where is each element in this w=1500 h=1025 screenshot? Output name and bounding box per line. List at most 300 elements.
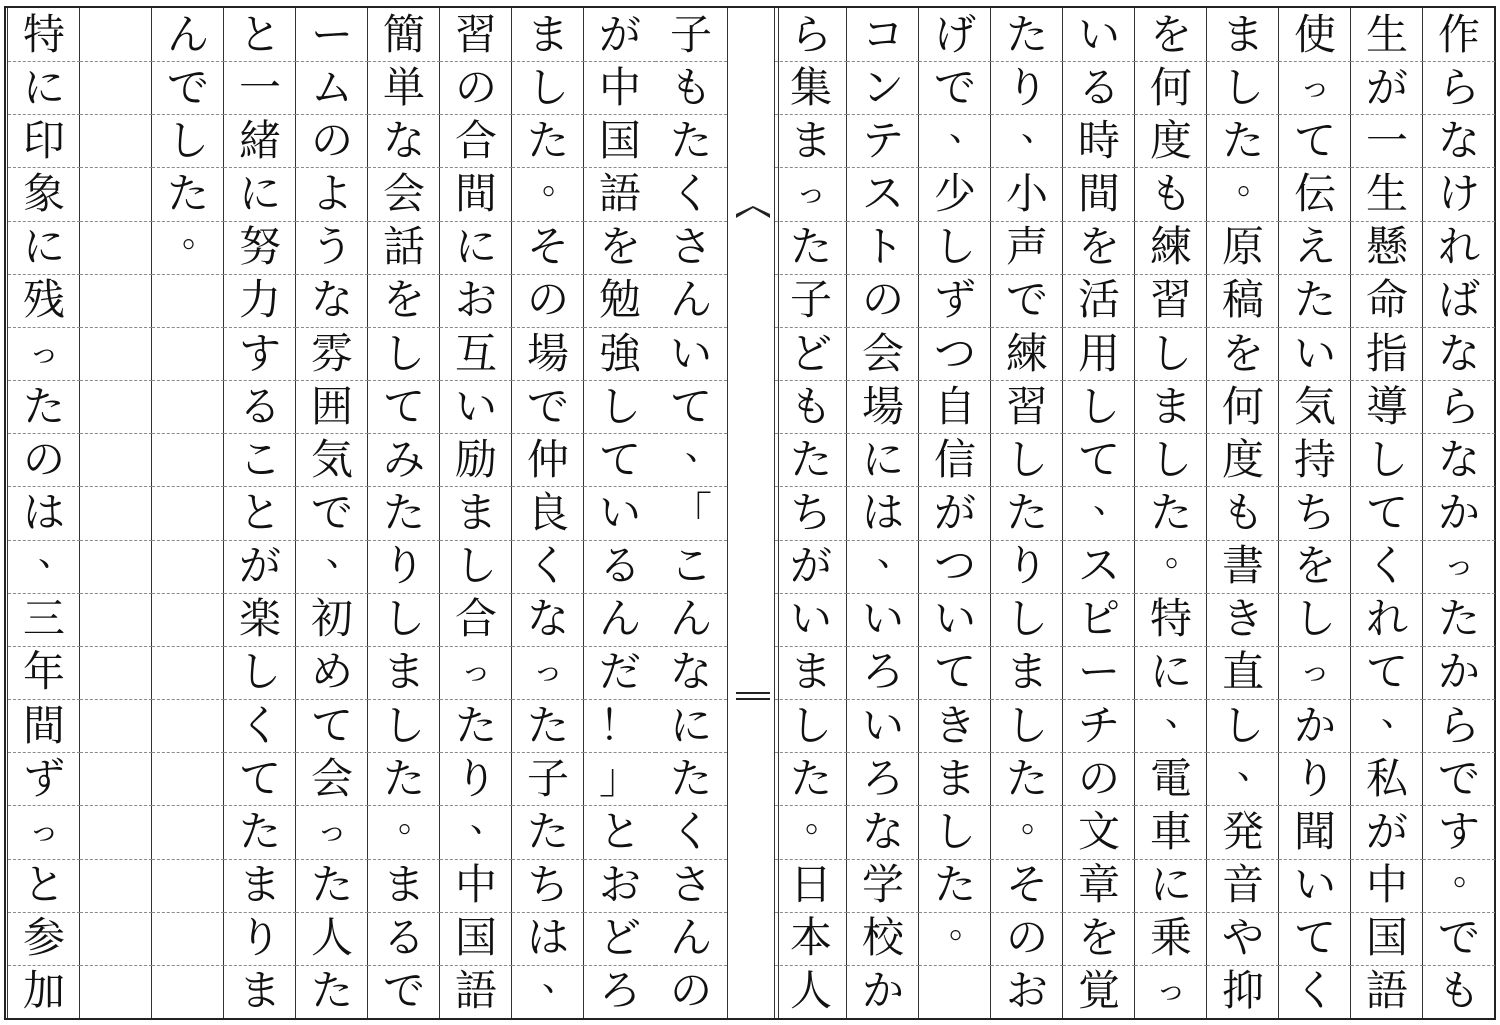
manuscript-cell: [512, 161, 584, 220]
manuscript-char: 生: [1365, 169, 1408, 219]
manuscript-char: で: [1005, 275, 1048, 325]
manuscript-char: ン: [861, 62, 904, 112]
manuscript-char: 度: [1149, 115, 1192, 165]
manuscript-cell: [1423, 433, 1495, 486]
manuscript-char: ず: [933, 275, 976, 325]
manuscript-cell: [1351, 8, 1423, 61]
manuscript-cell: [152, 8, 224, 61]
manuscript-cell: [512, 805, 584, 858]
manuscript-cell: [1135, 646, 1207, 699]
manuscript-char: た: [933, 860, 976, 910]
manuscript-cell: [224, 699, 296, 752]
manuscript-char: っ: [461, 654, 491, 690]
manuscript-char: り: [1005, 541, 1048, 591]
manuscript-char: 持: [1293, 434, 1336, 484]
manuscript-char: を: [598, 222, 641, 272]
manuscript-cell: [296, 8, 368, 61]
manuscript-cell: [296, 380, 368, 433]
manuscript-cell: [224, 646, 296, 699]
manuscript-char: よ: [310, 169, 353, 219]
manuscript-char: い: [933, 594, 976, 644]
manuscript-char: は: [526, 913, 569, 963]
manuscript-cell: [991, 433, 1063, 486]
manuscript-char: 抑: [1221, 966, 1264, 1016]
manuscript-char: ら: [789, 9, 832, 59]
manuscript-char: っ: [1156, 973, 1186, 1009]
manuscript-cell: [368, 798, 440, 858]
manuscript-cell: [1351, 859, 1423, 912]
manuscript-cell: [655, 61, 727, 114]
manuscript-char: る: [1077, 62, 1120, 112]
manuscript-cell: [1279, 912, 1351, 965]
manuscript-cell: [919, 486, 991, 539]
manuscript-char: て: [382, 381, 425, 431]
manuscript-char: さ: [669, 222, 712, 272]
manuscript-char: 電: [1149, 753, 1192, 803]
manuscript-char: え: [1293, 222, 1336, 272]
manuscript-char: ま: [238, 966, 281, 1016]
manuscript-cell: [584, 274, 656, 327]
left-page-column-6: [295, 8, 367, 1018]
manuscript-cell: [584, 699, 656, 752]
manuscript-char: つ: [933, 328, 976, 378]
manuscript-char: た: [1005, 487, 1048, 537]
manuscript-char: ま: [526, 9, 569, 59]
manuscript-cell: [919, 593, 991, 646]
manuscript-cell: [584, 61, 656, 114]
manuscript-char: 練: [1149, 222, 1192, 272]
manuscript-char: こ: [669, 541, 712, 591]
manuscript-char: 子: [526, 753, 569, 803]
manuscript-cell: [1351, 486, 1423, 539]
manuscript-cell: [775, 798, 847, 858]
manuscript-cell: [1279, 965, 1351, 1018]
manuscript-cell: [296, 486, 368, 539]
manuscript-char: ま: [238, 860, 281, 910]
manuscript-cell: [991, 61, 1063, 114]
manuscript-cell: [512, 912, 584, 965]
manuscript-cell: [919, 905, 991, 965]
manuscript-char: 発: [1221, 806, 1264, 856]
manuscript-cell: [847, 327, 919, 380]
manuscript-cell: [1279, 221, 1351, 274]
center-double-line-mark: [736, 692, 770, 700]
manuscript-cell: [1279, 646, 1351, 699]
manuscript-cell: [1207, 221, 1279, 274]
manuscript-cell: [584, 486, 656, 539]
manuscript-char: し: [1149, 434, 1192, 484]
manuscript-char: で: [526, 381, 569, 431]
manuscript-char: ト: [861, 222, 904, 272]
manuscript-char: 。: [804, 798, 841, 840]
manuscript-char: た: [382, 753, 425, 803]
manuscript-char: と: [22, 860, 65, 910]
manuscript-cell: [847, 965, 919, 1018]
manuscript-char: 間: [1077, 169, 1120, 219]
manuscript-char: か: [1437, 487, 1480, 537]
manuscript-char: 、: [541, 958, 578, 1000]
manuscript-char: い: [861, 700, 904, 750]
manuscript-cell: [1351, 274, 1423, 327]
manuscript-char: 、: [948, 107, 985, 149]
manuscript-char: お: [1005, 966, 1048, 1016]
manuscript-cell: [584, 327, 656, 380]
manuscript-cell: [1279, 859, 1351, 912]
manuscript-cell: [991, 646, 1063, 699]
manuscript-char: 、: [1164, 692, 1201, 734]
manuscript-char: の: [861, 275, 904, 325]
manuscript-cell: [440, 699, 512, 752]
manuscript-cell: [8, 167, 80, 220]
manuscript-cell: [847, 8, 919, 61]
manuscript-cell: [1063, 479, 1135, 539]
manuscript-char: し: [1365, 434, 1408, 484]
manuscript-cell: [1135, 167, 1207, 220]
manuscript-cell: [1135, 486, 1207, 539]
manuscript-char: ま: [1149, 381, 1192, 431]
manuscript-cell: [8, 593, 80, 646]
manuscript-cell: [512, 540, 584, 593]
manuscript-char: 時: [1077, 115, 1120, 165]
manuscript-cell: [224, 965, 296, 1018]
manuscript-char: 日: [789, 860, 832, 910]
manuscript-char: 。: [397, 798, 434, 840]
manuscript-char: 学: [861, 860, 904, 910]
manuscript-cell: [152, 167, 224, 220]
manuscript-char: す: [238, 328, 281, 378]
manuscript-cell: [1423, 965, 1495, 1018]
manuscript-cell: [1423, 274, 1495, 327]
manuscript-cell: [847, 221, 919, 274]
manuscript-cell: [775, 274, 847, 327]
manuscript-char: き: [1221, 594, 1264, 644]
manuscript-char: が: [933, 487, 976, 537]
manuscript-char: 良: [526, 487, 569, 537]
manuscript-cell: [1423, 8, 1495, 61]
manuscript-char: 私: [1365, 753, 1408, 803]
manuscript-char: お: [598, 860, 641, 910]
manuscript-cell: [224, 593, 296, 646]
manuscript-char: し: [166, 115, 209, 165]
manuscript-cell: [1207, 8, 1279, 61]
manuscript-cell: [1207, 327, 1279, 380]
manuscript-cell: [1063, 114, 1135, 167]
manuscript-cell: [80, 433, 152, 486]
manuscript-char: な: [1437, 115, 1480, 165]
manuscript-cell: [152, 752, 224, 805]
manuscript-char: 活: [1077, 275, 1120, 325]
manuscript-cell: [296, 859, 368, 912]
manuscript-char: 覚: [1077, 966, 1120, 1016]
manuscript-char: 語: [1365, 966, 1408, 1016]
manuscript-cell: [1351, 61, 1423, 114]
manuscript-char: し: [1005, 594, 1048, 644]
manuscript-cell: [919, 61, 991, 114]
manuscript-char: 使: [1293, 9, 1336, 59]
manuscript-cell: [440, 221, 512, 274]
manuscript-cell: [1135, 114, 1207, 167]
manuscript-cell: [8, 433, 80, 486]
manuscript-cell: [296, 114, 368, 167]
fish-tail-mark-icon: [736, 206, 770, 218]
manuscript-char: 伝: [1293, 169, 1336, 219]
manuscript-cell: [80, 8, 152, 61]
manuscript-cell: [512, 8, 584, 61]
manuscript-char: 校: [861, 913, 904, 963]
manuscript-char: に: [1149, 860, 1192, 910]
manuscript-char: 命: [1365, 275, 1408, 325]
manuscript-char: し: [1077, 381, 1120, 431]
manuscript-cell: [1423, 805, 1495, 858]
manuscript-cell: [152, 912, 224, 965]
manuscript-char: つ: [933, 541, 976, 591]
manuscript-char: ま: [933, 753, 976, 803]
manuscript-char: 本: [789, 913, 832, 963]
manuscript-cell: [1351, 692, 1423, 752]
manuscript-cell: [584, 8, 656, 61]
manuscript-cell: [1135, 61, 1207, 114]
manuscript-cell: [368, 486, 440, 539]
manuscript-char: た: [526, 700, 569, 750]
manuscript-char: て: [598, 434, 641, 484]
manuscript-char: 、: [1380, 692, 1417, 734]
manuscript-char: 場: [526, 328, 569, 378]
manuscript-cell: [440, 167, 512, 220]
manuscript-cell: [8, 274, 80, 327]
manuscript-cell: [1135, 593, 1207, 646]
manuscript-cell: [440, 8, 512, 61]
manuscript-cell: [512, 221, 584, 274]
manuscript-cell: [440, 593, 512, 646]
manuscript-cell: [1135, 221, 1207, 274]
left-page-column-1: [655, 8, 727, 1018]
manuscript-cell: [1135, 380, 1207, 433]
manuscript-char: 練: [1005, 328, 1048, 378]
manuscript-char: 会: [861, 328, 904, 378]
manuscript-char: 音: [1221, 860, 1264, 910]
manuscript-char: も: [1437, 966, 1480, 1016]
manuscript-char: 、: [469, 798, 506, 840]
manuscript-cell: [655, 221, 727, 274]
manuscript-char: 努: [238, 222, 281, 272]
manuscript-char: た: [669, 753, 712, 803]
manuscript-char: そ: [1005, 860, 1048, 910]
right-page-column-7: [990, 8, 1062, 1018]
manuscript-char: ば: [1437, 275, 1480, 325]
manuscript-char: 習: [1149, 275, 1192, 325]
manuscript-cell: [1423, 486, 1495, 539]
manuscript-char: た: [310, 966, 353, 1016]
manuscript-cell: [991, 167, 1063, 220]
manuscript-char: い: [454, 381, 497, 431]
manuscript-char: た: [1005, 9, 1048, 59]
left-page-column-5: [367, 8, 439, 1018]
manuscript-cell: [224, 167, 296, 220]
manuscript-cell: [80, 327, 152, 380]
manuscript-char: て: [310, 700, 353, 750]
manuscript-cell: [775, 593, 847, 646]
manuscript-cell: [1207, 745, 1279, 805]
manuscript-cell: [847, 859, 919, 912]
manuscript-cell: [584, 593, 656, 646]
manuscript-char: か: [1437, 647, 1480, 697]
manuscript-cell: [1063, 380, 1135, 433]
manuscript-char: 集: [789, 62, 832, 112]
manuscript-cell: [847, 380, 919, 433]
manuscript-char: い: [1293, 328, 1336, 378]
manuscript-char: て: [1077, 434, 1120, 484]
manuscript-cell: [224, 8, 296, 61]
manuscript-cell: [919, 380, 991, 433]
manuscript-cell: [1135, 533, 1207, 593]
manuscript-char: な: [1437, 434, 1480, 484]
manuscript-char: 。: [1164, 533, 1201, 575]
manuscript-char: し: [454, 541, 497, 591]
manuscript-cell: [1423, 540, 1495, 593]
manuscript-char: ん: [669, 594, 712, 644]
manuscript-cell: [440, 752, 512, 805]
manuscript-cell: [847, 752, 919, 805]
manuscript-cell: [1351, 114, 1423, 167]
manuscript-char: た: [789, 753, 832, 803]
manuscript-char: な: [526, 594, 569, 644]
manuscript-char: 何: [1221, 381, 1264, 431]
right-page-column-1: [1422, 8, 1494, 1018]
manuscript-char: た: [22, 381, 65, 431]
manuscript-cell: [1063, 274, 1135, 327]
manuscript-char: し: [526, 62, 569, 112]
manuscript-cell: [440, 433, 512, 486]
manuscript-cell: [152, 965, 224, 1018]
manuscript-char: 気: [310, 434, 353, 484]
manuscript-char: 」: [598, 753, 641, 803]
manuscript-cell: [584, 167, 656, 220]
manuscript-cell: [1351, 380, 1423, 433]
manuscript-char: 稿: [1221, 275, 1264, 325]
manuscript-char: っ: [1300, 654, 1330, 690]
manuscript-char: ち: [789, 487, 832, 537]
manuscript-char: が: [238, 541, 281, 591]
manuscript-cell: [80, 805, 152, 858]
manuscript-char: っ: [1444, 548, 1474, 584]
manuscript-char: 特: [1149, 594, 1192, 644]
manuscript-cell: [1063, 593, 1135, 646]
left-page-column-7: [223, 8, 295, 1018]
manuscript-char: し: [598, 381, 641, 431]
manuscript-cell: [512, 114, 584, 167]
manuscript-cell: [296, 646, 368, 699]
manuscript-char: た: [166, 169, 209, 219]
manuscript-cell: [1063, 965, 1135, 1018]
manuscript-cell: [1207, 805, 1279, 858]
manuscript-cell: [80, 114, 152, 167]
manuscript-cell: [512, 646, 584, 699]
manuscript-cell: [775, 433, 847, 486]
manuscript-cell: [1207, 114, 1279, 167]
manuscript-cell: [991, 221, 1063, 274]
manuscript-cell: [296, 61, 368, 114]
manuscript-cell: [1351, 646, 1423, 699]
manuscript-char: の: [1077, 753, 1120, 803]
manuscript-cell: [919, 965, 991, 1018]
manuscript-cell: [368, 752, 440, 805]
manuscript-char: 。: [948, 905, 985, 947]
manuscript-cell: [1423, 380, 1495, 433]
manuscript-char: し: [1293, 594, 1336, 644]
manuscript-cell: [847, 486, 919, 539]
manuscript-cell: [1135, 692, 1207, 752]
manuscript-char: が: [789, 541, 832, 591]
manuscript-char: テ: [861, 115, 904, 165]
manuscript-char: り: [1293, 753, 1336, 803]
manuscript-cell: [775, 699, 847, 752]
manuscript-cell: [919, 167, 991, 220]
manuscript-char: た: [1005, 753, 1048, 803]
manuscript-cell: [1135, 912, 1207, 965]
manuscript-cell: [919, 274, 991, 327]
manuscript-char: だ: [598, 647, 641, 697]
right-page-column-3: [1278, 8, 1350, 1018]
manuscript-char: い: [669, 328, 712, 378]
manuscript-char: 間: [22, 700, 65, 750]
manuscript-cell: [80, 221, 152, 274]
manuscript-char: も: [789, 381, 832, 431]
manuscript-char: ん: [669, 275, 712, 325]
manuscript-cell: [919, 699, 991, 752]
manuscript-cell: [584, 965, 656, 1018]
right-page-column-5: [1134, 8, 1206, 1018]
manuscript-cell: [655, 805, 727, 858]
manuscript-char: か: [861, 966, 904, 1016]
manuscript-char: で: [1437, 913, 1480, 963]
manuscript-cell: [1423, 221, 1495, 274]
manuscript-cell: [224, 805, 296, 858]
manuscript-char: の: [1005, 913, 1048, 963]
manuscript-cell: [296, 699, 368, 752]
left-page-column-8: [151, 8, 223, 1018]
manuscript-cell: [1063, 433, 1135, 486]
manuscript-cell: [655, 859, 727, 912]
manuscript-cell: [1135, 274, 1207, 327]
manuscript-cell: [152, 433, 224, 486]
manuscript-cell: [224, 859, 296, 912]
manuscript-cell: [80, 699, 152, 752]
manuscript-cell: [655, 380, 727, 433]
manuscript-cell: [655, 965, 727, 1018]
manuscript-cell: [847, 646, 919, 699]
manuscript-cell: [8, 752, 80, 805]
manuscript-cell: [1351, 327, 1423, 380]
manuscript-char: て: [1365, 647, 1408, 697]
manuscript-char: で: [933, 62, 976, 112]
manuscript-cell: [8, 859, 80, 912]
manuscript-cell: [8, 533, 80, 593]
manuscript-cell: [368, 593, 440, 646]
manuscript-cell: [655, 752, 727, 805]
manuscript-cell: [440, 859, 512, 912]
manuscript-char: 雰: [310, 328, 353, 378]
manuscript-cell: [655, 486, 727, 539]
manuscript-cell: [991, 274, 1063, 327]
manuscript-char: な: [861, 806, 904, 856]
manuscript-char: 囲: [310, 381, 353, 431]
manuscript-char: た: [669, 115, 712, 165]
manuscript-cell: [919, 859, 991, 912]
manuscript-char: る: [382, 913, 425, 963]
manuscript-char: 人: [789, 966, 832, 1016]
manuscript-char: が: [598, 9, 641, 59]
manuscript-cell: [775, 646, 847, 699]
